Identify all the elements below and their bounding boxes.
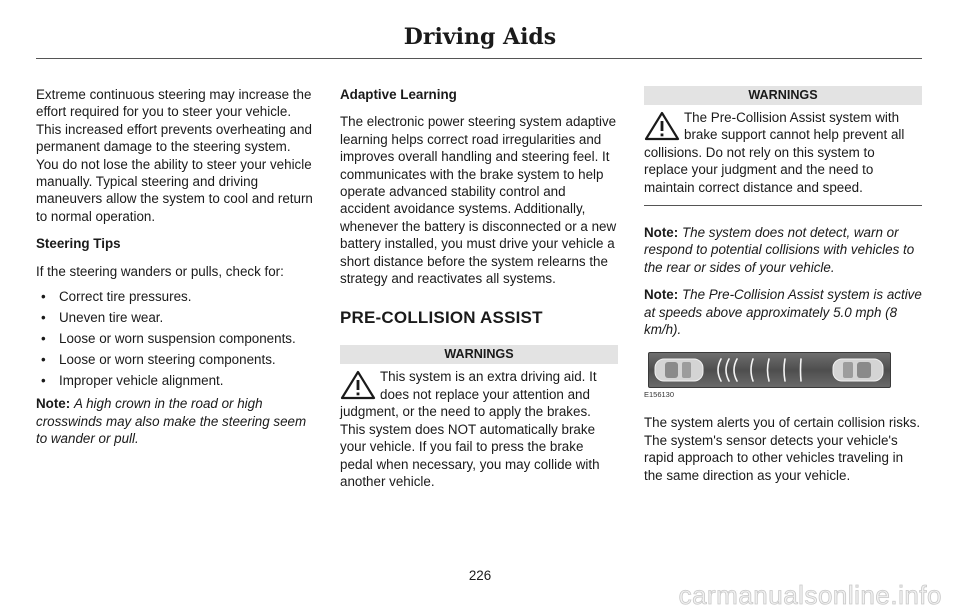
list-item: • Correct tire pressures. (36, 288, 314, 305)
warning-block (644, 109, 922, 196)
note-paragraph (644, 286, 922, 338)
warning-block (340, 368, 618, 490)
note-text: The Pre-Collision Assist system is active at speeds above approximately 5.0 mph (8 km/h). (644, 287, 922, 338)
car-icon (833, 359, 883, 381)
intro-paragraph: Extreme continuous steering may increase the effort required for you to steer your vehicle. This increased effort prevents overheating and permanent damage to the steering system. You do not lose the ability to steer your vehicle manually. Typical steering and driving maneuvers allow the system to cool and return to normal operation. (36, 87, 313, 224)
note-text: The system does not detect, warn or respond to potential collisions with vehicles to the rear or sides of your vehicle. (644, 225, 915, 275)
note-label: Note: (644, 287, 679, 303)
warnings-banner: WARNINGS (340, 345, 618, 364)
note-paragraph (36, 395, 314, 447)
list-item: • Uneven tire wear. (36, 309, 314, 326)
warning-text: This system is an extra driving aid. It does not replace your attention and judgment, or the need to apply the brakes. This system does NOT automatically brake your vehicle. If you fail to press the brake pedal when necessary, you may collide with another vehicle. (340, 369, 600, 489)
radar-waves-between-vehicles-icon (649, 353, 890, 387)
list-item: • Improper vehicle alignment. (36, 372, 314, 389)
figure-code: E156130 (644, 390, 675, 400)
warning-text: The Pre-Collision Assist system with brake support cannot help prevent all collisions. Do not rely on this system to replace your judgment and the need to maintain correct distance and speed. (644, 110, 905, 195)
note-label: Note: (36, 396, 71, 412)
warnings-banner: WARNINGS (644, 86, 922, 105)
list-item: • Loose or worn suspension components. (36, 330, 314, 347)
adaptive-learning-paragraph: The electronic power steering system adaptive learning helps correct road irregularities and improves overall handling and steering feel. It communicates with the brake system to help operate advanced stability control and accident avoidance systems. Additionally, whenever the battery is disconnected or a new battery installed, you must drive your vehicle a short distance before the system relearns the strategy and reactivates all systems. (340, 114, 617, 287)
note-label: Note: (644, 225, 679, 241)
section-title: PRE-COLLISION ASSIST (340, 308, 543, 328)
column-right (644, 86, 922, 494)
note-text: A high crown in the road or high crosswinds may also make the steering seem to wander or pull. (36, 396, 307, 446)
header-divider (36, 58, 922, 59)
pre-collision-figure (648, 352, 891, 388)
list-item: • Loose or worn steering components. (36, 351, 314, 368)
warning-triangle-icon (644, 111, 680, 141)
column-middle (340, 86, 618, 490)
warning-triangle-icon (340, 370, 376, 400)
warning-divider (644, 205, 922, 206)
car-icon (655, 359, 703, 381)
page-number: 226 (468, 568, 492, 583)
page-header-title: Driving Aids (403, 24, 557, 50)
adaptive-learning-heading: Adaptive Learning (340, 87, 457, 102)
steering-tips-list (36, 288, 314, 389)
steering-tips-heading: Steering Tips (36, 236, 121, 252)
body-paragraph: The system alerts you of certain collision risks. The system's sensor detects your vehicle's rapid approach to other vehicles traveling in the same direction as your vehicle. (644, 415, 921, 483)
steering-tips-lead: If the steering wanders or pulls, check for: (36, 263, 284, 279)
note-paragraph (644, 224, 922, 276)
column-left (36, 86, 314, 457)
radar-wave-icon (718, 359, 801, 381)
watermark: carmanualsonline.info (678, 580, 942, 610)
